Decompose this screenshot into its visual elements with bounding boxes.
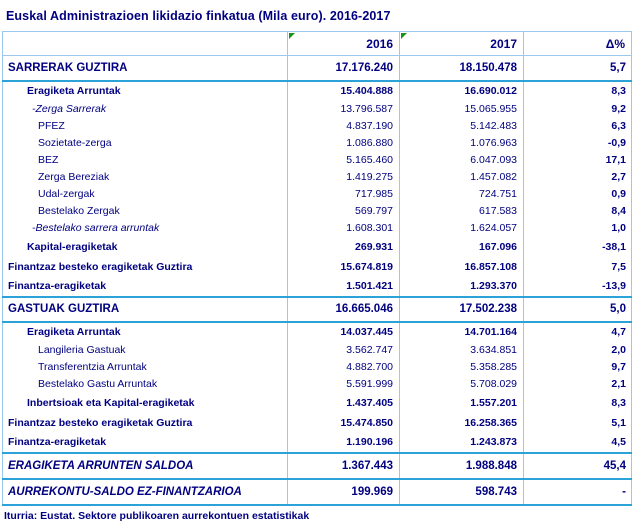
value-2016[interactable]: 4.882.700 (288, 359, 400, 376)
value-2016[interactable]: 5.165.460 (288, 152, 400, 169)
value-2017[interactable]: 5.708.029 (400, 376, 524, 393)
value-2017[interactable]: 16.690.012 (400, 81, 524, 101)
header-2016-label: 2016 (366, 36, 393, 51)
value-2016[interactable]: 1.419.275 (288, 169, 400, 186)
value-2017[interactable]: 14.701.164 (400, 322, 524, 342)
delta-value[interactable]: -0,9 (524, 135, 632, 152)
value-2017[interactable]: 1.243.873 (400, 433, 524, 453)
comment-marker-icon (289, 33, 295, 39)
comment-marker-icon (401, 33, 407, 39)
delta-value[interactable]: 4,7 (524, 322, 632, 342)
value-2017[interactable]: 17.502.238 (400, 297, 524, 322)
table-row (3, 479, 632, 505)
value-2016[interactable]: 3.562.747 (288, 342, 400, 359)
table-row (3, 393, 632, 413)
header-2017-cell[interactable] (400, 32, 524, 56)
value-2017[interactable]: 5.142.483 (400, 118, 524, 135)
value-2017[interactable]: 598.743 (400, 479, 524, 505)
value-2016[interactable]: 15.474.850 (288, 413, 400, 433)
table-row (3, 237, 632, 257)
table-row (3, 101, 632, 118)
value-2017[interactable]: 1.557.201 (400, 393, 524, 413)
delta-value[interactable]: -38,1 (524, 237, 632, 257)
value-2016[interactable]: 1.608.301 (288, 220, 400, 237)
value-2017[interactable]: 6.047.093 (400, 152, 524, 169)
value-2017[interactable]: 5.358.285 (400, 359, 524, 376)
row-label[interactable]: Finantzaz besteko eragiketak Guztira (3, 257, 288, 277)
value-2017[interactable]: 1.988.848 (400, 453, 524, 479)
delta-value[interactable]: 17,1 (524, 152, 632, 169)
row-label[interactable]: Bestelako Zergak (3, 203, 288, 220)
value-2016[interactable]: 569.797 (288, 203, 400, 220)
delta-value[interactable]: 2,0 (524, 342, 632, 359)
delta-value[interactable]: 8,3 (524, 393, 632, 413)
row-label[interactable]: GASTUAK GUZTIRA (3, 297, 288, 322)
value-2016[interactable]: 17.176.240 (288, 56, 400, 81)
row-label[interactable]: Langileria Gastuak (3, 342, 288, 359)
row-label[interactable]: Eragiketa Arruntak (3, 322, 288, 342)
row-label[interactable]: Finantza-eragiketak (3, 277, 288, 297)
table-row (3, 277, 632, 297)
value-2017[interactable]: 1.624.057 (400, 220, 524, 237)
table-row (3, 152, 632, 169)
delta-value[interactable]: 8,3 (524, 81, 632, 101)
value-2017[interactable]: 16.258.365 (400, 413, 524, 433)
row-label[interactable]: -Zerga Sarrerak (3, 101, 288, 118)
delta-value[interactable]: 9,2 (524, 101, 632, 118)
value-2016[interactable]: 1.190.196 (288, 433, 400, 453)
value-2017[interactable]: 1.076.963 (400, 135, 524, 152)
value-2017[interactable]: 16.857.108 (400, 257, 524, 277)
value-2016[interactable]: 16.665.046 (288, 297, 400, 322)
header-2017-label: 2017 (490, 36, 517, 51)
row-label[interactable]: PFEZ (3, 118, 288, 135)
delta-value[interactable]: 5,7 (524, 56, 632, 81)
row-label[interactable]: Inbertsioak eta Kapital-eragiketak (3, 393, 288, 413)
delta-value[interactable]: 1,0 (524, 220, 632, 237)
value-2016[interactable]: 717.985 (288, 186, 400, 203)
value-2016[interactable]: 1.501.421 (288, 277, 400, 297)
table-row (3, 342, 632, 359)
row-label[interactable]: Udal-zergak (3, 186, 288, 203)
delta-value[interactable]: 8,4 (524, 203, 632, 220)
row-label[interactable]: Zerga Bereziak (3, 169, 288, 186)
table-row (3, 203, 632, 220)
table-row (3, 257, 632, 277)
row-label[interactable]: SARRERAK GUZTIRA (3, 56, 288, 81)
table-row (3, 220, 632, 237)
value-2017[interactable]: 1.293.370 (400, 277, 524, 297)
value-2016[interactable]: 199.969 (288, 479, 400, 505)
table-row (3, 322, 632, 342)
delta-value[interactable]: 9,7 (524, 359, 632, 376)
header-delta-label: Δ% (605, 36, 625, 51)
header-2016-cell[interactable] (288, 32, 400, 56)
table-row (3, 118, 632, 135)
value-2016[interactable]: 1.367.443 (288, 453, 400, 479)
value-2016[interactable]: 14.037.445 (288, 322, 400, 342)
table-row (3, 359, 632, 376)
row-label[interactable]: Transferentzia Arruntak (3, 359, 288, 376)
row-label[interactable]: ERAGIKETA ARRUNTEN SALDOA (3, 453, 288, 479)
delta-value[interactable]: 5,1 (524, 413, 632, 433)
value-2017[interactable]: 617.583 (400, 203, 524, 220)
table-row (3, 453, 632, 479)
table-row (3, 297, 632, 322)
row-label[interactable]: Kapital-eragiketak (3, 237, 288, 257)
value-2016[interactable]: 13.796.587 (288, 101, 400, 118)
table-row (3, 135, 632, 152)
value-2016[interactable]: 15.674.819 (288, 257, 400, 277)
row-label[interactable]: BEZ (3, 152, 288, 169)
header-label-cell[interactable] (3, 32, 288, 56)
value-2016[interactable]: 4.837.190 (288, 118, 400, 135)
delta-value[interactable]: 45,4 (524, 453, 632, 479)
delta-value[interactable]: 7,5 (524, 257, 632, 277)
row-label[interactable]: Sozietate-zerga (3, 135, 288, 152)
value-2017[interactable]: 1.457.082 (400, 169, 524, 186)
delta-value[interactable]: -13,9 (524, 277, 632, 297)
delta-value[interactable]: 4,5 (524, 433, 632, 453)
delta-value[interactable]: - (524, 479, 632, 505)
header-row (3, 32, 632, 56)
row-label[interactable]: Eragiketa Arruntak (3, 81, 288, 101)
delta-value[interactable]: 2,1 (524, 376, 632, 393)
row-label[interactable]: Bestelako Gastu Arruntak (3, 376, 288, 393)
liquidation-table (2, 31, 632, 506)
table-row (3, 81, 632, 101)
value-2016[interactable]: 269.931 (288, 237, 400, 257)
value-2017[interactable]: 167.096 (400, 237, 524, 257)
table-row (3, 413, 632, 433)
row-label[interactable]: Finantzaz besteko eragiketak Guztira (3, 413, 288, 433)
source-note: Iturria: Eustat. Sektore publikoaren aurrekontuen estatistikak (4, 509, 310, 522)
value-2017[interactable]: 15.065.955 (400, 101, 524, 118)
delta-value[interactable]: 6,3 (524, 118, 632, 135)
table-body (3, 56, 632, 505)
table-row (3, 56, 632, 81)
table-row (3, 376, 632, 393)
row-label[interactable]: Finantza-eragiketak (3, 433, 288, 453)
value-2016[interactable]: 1.437.405 (288, 393, 400, 413)
page-title: Euskal Administrazioen likidazio finkatua (Mila euro). 2016-2017 (6, 9, 391, 23)
table-row (3, 186, 632, 203)
header-delta-cell[interactable] (524, 32, 632, 56)
row-label[interactable]: -Bestelako sarrera arruntak (3, 220, 288, 237)
value-2017[interactable]: 18.150.478 (400, 56, 524, 81)
delta-value[interactable]: 5,0 (524, 297, 632, 322)
value-2016[interactable]: 5.591.999 (288, 376, 400, 393)
table-row (3, 169, 632, 186)
value-2016[interactable]: 15.404.888 (288, 81, 400, 101)
value-2016[interactable]: 1.086.880 (288, 135, 400, 152)
delta-value[interactable]: 2,7 (524, 169, 632, 186)
value-2017[interactable]: 3.634.851 (400, 342, 524, 359)
row-label[interactable]: AURREKONTU-SALDO EZ-FINANTZARIOA (3, 479, 288, 505)
table-row (3, 433, 632, 453)
value-2017[interactable]: 724.751 (400, 186, 524, 203)
delta-value[interactable]: 0,9 (524, 186, 632, 203)
